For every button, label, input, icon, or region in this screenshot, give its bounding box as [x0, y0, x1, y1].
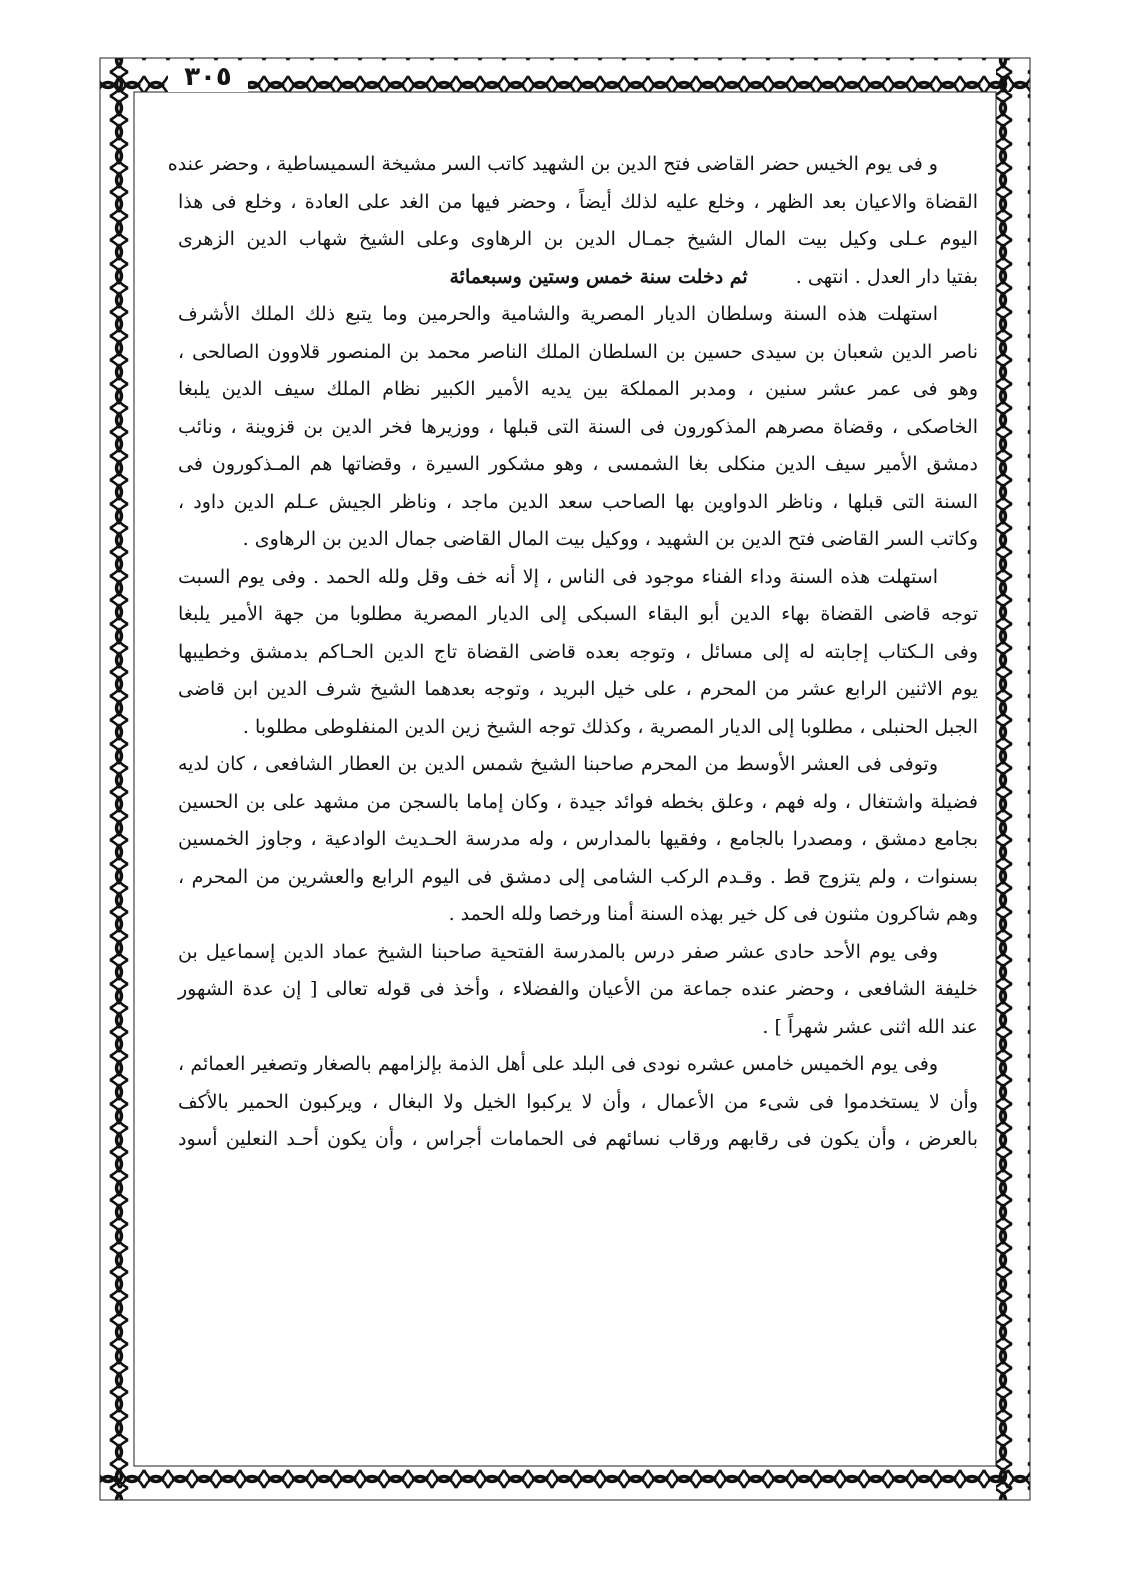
text-line: وتوفى فى العشر الأوسط من المحرم صاحبنا الشيخ شمس الدين بن العطار الشافعى ، كان لديه — [178, 753, 938, 775]
text-line: وكاتب السر القاضى فتح الدين بن الشهيد ، ووكيل بيت المال القاضى جمال الدين بن الرهاوى . — [242, 528, 978, 550]
text-line: ناصر الدين شعبان بن سيدى حسين بن السلطان الملك الناصر محمد بن المنصور قلاوون الصالحى ، — [178, 340, 978, 363]
text-line: وهو فى عمر عشر سنين ، ومدبر المملكة بين يديه الأمير الكبير نظام الملك سيف الدين يلبغا — [178, 378, 978, 400]
text-line: فضيلة واشتغال ، وله فهم ، وعلق بخطه فوائد جيدة ، وكان إماما بالسجن من مشهد على بن الحسين — [178, 790, 978, 813]
text-line: السنة التى قبلها ، وناظر الدواوين بها الصاحب سعد الدين ماجد ، وناظر الجيش عـلم الدين داود ، — [178, 490, 978, 513]
text-line: وفى يوم الخميس خامس عشره نودى فى البلد على أهل الذمة بإلزامهم بالصغار وتصغير العمائم ، — [178, 1053, 938, 1075]
page-number: ٣٠٥ — [168, 62, 248, 92]
text-line — [178, 259, 978, 297]
text-line: عند الله اثنى عشر شهراً ] . — [762, 1015, 978, 1038]
text-line: اليوم عـلى وكيل بيت المال الشيخ جمـال الدين بن الرهاوى وعلى الشيخ شهاب الدين الزهرى — [178, 228, 978, 250]
text-line: الجبل الحنبلى ، مطلوبا إلى الديار المصرية ، وكذلك توجه الشيخ زين الدين المنفلوطى مطلوبا . — [242, 715, 978, 738]
border-bottom — [100, 1466, 1030, 1500]
border-left — [100, 58, 134, 1500]
border-right — [996, 58, 1030, 1500]
text-line: بالعرض ، وأن يكون فى رقابهم ورقاب نسائهم فى الحمامات أجراس ، وأن يكون أحـد النعلين أسود — [178, 1128, 978, 1150]
text-line: يوم الاثنين الرابع عشر من المحرم ، على خيل البريد ، وتوجه بعدهما الشيخ شرف الدين ابن قاضى — [178, 678, 978, 700]
text-line: الخاصكى ، وقضاة مصرهم المذكورون فى السنة التى قبلها ، ووزيرها فخر الدين بن قزوينة ، ونائب — [178, 415, 978, 438]
text-line: استهلت هذه السنة وسلطان الديار المصرية والشامية والحرمين وما يتبع ذلك الملك الأشرف — [178, 303, 938, 325]
text-line: وهم شاكرون مثنون فى كل خير بهذه السنة أمنا ورخصا ولله الحمد . — [448, 903, 978, 925]
text-line: بجامع دمشق ، ومصدرا بالجامع ، وفقيها بالمدارس ، وله مدرسة الحـديث الوادعية ، وجاوز الخمسين — [178, 828, 978, 850]
text-line: استهلت هذه السنة وداء الفناء موجود فى الناس ، إلا أنه خف وقل ولله الحمد . وفى يوم السبت — [178, 565, 938, 588]
body-text — [167, 146, 978, 1159]
text-line: القضاة والاعيان بعد الظهر ، وخلع عليه لذلك أيضاً ، وحضر فيها من الغد على العادة ، وخلع فى هذا — [178, 190, 978, 213]
text-line: بسنوات ، ولم يتزوج قط . وقـدم الركب الشامى إلى دمشق فى اليوم الرابع والعشرين من المحرم ، — [178, 865, 978, 888]
text-line: وفى يوم الأحد حادى عشر صفر درس بالمدرسة الفتحية صاحبنا الشيخ عماد الدين إسماعيل بن — [178, 940, 938, 963]
text-line: وأن لا يستخدموا فى شىء من الأعمال ، وأن لا يركبوا الخيل ولا البغال ، ويركبون الحمير بالأكف — [178, 1090, 978, 1113]
text-line-segment: بفتيا دار العدل . انتهى . — [795, 265, 978, 288]
text-line: و فى يوم الخيس حضر القاضى فتح الدين بن الشهيد كاتب السر مشيخة السميساطية ، وحضر عنده — [167, 153, 938, 175]
year-heading: ثم دخلت سنة خمس وستين وسبعمائة — [449, 265, 748, 288]
text-line: توجه قاضى القضاة بهاء الدين أبو البقاء السبكى إلى الديار المصرية مطلوبا من جهة الأمير يلبغا — [178, 603, 978, 625]
text-line: خليفة الشافعى ، وحضر عنده جماعة من الأعيان والفضلاء ، وأخذ فى قوله تعالى [ إن عدة الشهور — [178, 978, 978, 1000]
text-line: وفى الـكتاب إجابته له إلى مسائل ، وتوجه بعده قاضى القضاة تاج الدين الحـاكم بدمشق وخطيبها — [178, 640, 978, 663]
text-line: دمشق الأمير سيف الدين منكلى بغا الشمسى ، وهو مشكور السيرة ، وقضاتها هم المـذكورون فى — [178, 453, 978, 475]
